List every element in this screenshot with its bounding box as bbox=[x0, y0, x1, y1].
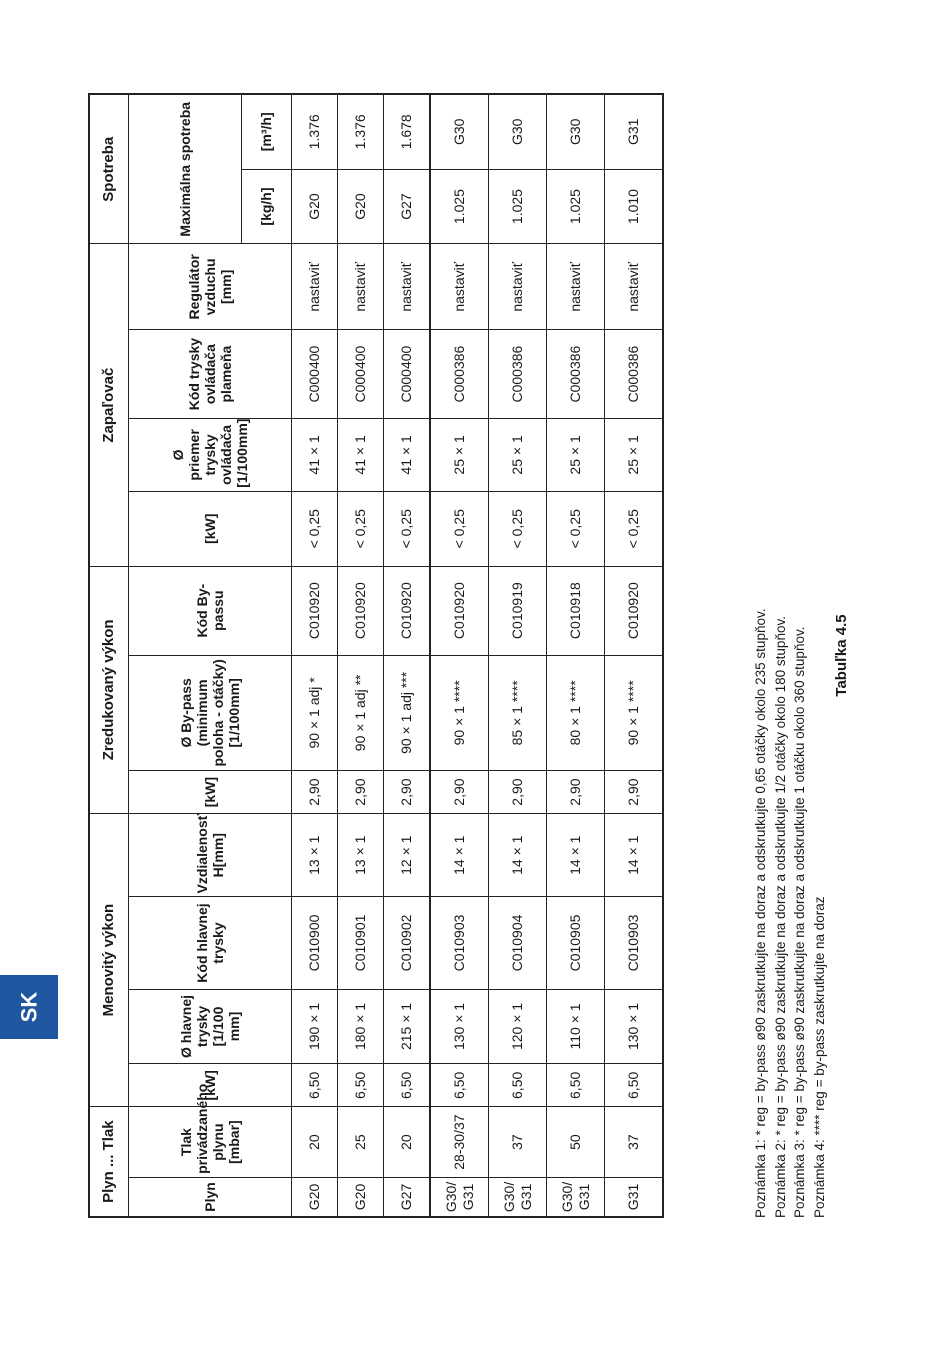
cell-kw1: 6,50 bbox=[605, 1064, 664, 1107]
cell-kgh: G27 bbox=[384, 169, 431, 244]
table-row bbox=[430, 94, 489, 1217]
cell-kod_hl: C010901 bbox=[338, 897, 384, 989]
header-regulator: Regulátor vzduchu [mm] bbox=[129, 244, 292, 330]
cell-kod_hl: C010903 bbox=[430, 897, 489, 989]
cell-vzd: 14 × 1 bbox=[430, 813, 489, 897]
cell-plyn: G27 bbox=[384, 1177, 431, 1217]
group-spotreba: Spotreba bbox=[89, 94, 129, 244]
group-zapalovac: Zapaľovač bbox=[89, 244, 129, 566]
header-priemer-hlavnej: Ø hlavnej trysky [1/100 mm] bbox=[129, 989, 292, 1064]
header-kod-ovladaca: Kód trysky ovládača plameňa bbox=[129, 330, 292, 419]
cell-bypass: 80 × 1 **** bbox=[547, 655, 605, 771]
cell-tlak: 20 bbox=[384, 1107, 431, 1178]
header-m3h: [m³/h] bbox=[242, 94, 292, 169]
cell-kod_bp: C010920 bbox=[292, 566, 338, 655]
cell-m3h: G31 bbox=[605, 94, 664, 169]
cell-bypass: 90 × 1 adj *** bbox=[384, 655, 431, 771]
cell-kgh: 1.025 bbox=[489, 169, 547, 244]
cell-ovl: 25 × 1 bbox=[605, 419, 664, 492]
cell-kod_ovl: C000400 bbox=[384, 330, 431, 419]
cell-kod_ovl: C000400 bbox=[292, 330, 338, 419]
cell-hlavna: 190 × 1 bbox=[292, 989, 338, 1064]
note-1: Poznámka 1: * reg = by-pass ø90 zaskrutkujte na doraz a odskrutkujte 0,65 otáčky okolo 235 stupňov. bbox=[753, 608, 768, 1218]
cell-tlak: 25 bbox=[338, 1107, 384, 1178]
cell-kgh: 1.010 bbox=[605, 169, 664, 244]
cell-m3h: G30 bbox=[547, 94, 605, 169]
group-plyn-tlak: Plyn ... Tlak bbox=[89, 1107, 129, 1217]
cell-tlak: 20 bbox=[292, 1107, 338, 1178]
group-menovity: Menovitý výkon bbox=[89, 813, 129, 1106]
cell-kod_ovl: C000386 bbox=[430, 330, 489, 419]
notes bbox=[751, 93, 829, 1218]
cell-m3h: 1.678 bbox=[384, 94, 431, 169]
cell-kw2: 2,90 bbox=[547, 771, 605, 814]
header-plyn: Plyn bbox=[129, 1177, 292, 1217]
cell-vzd: 12 × 1 bbox=[384, 813, 431, 897]
cell-kgh: G20 bbox=[292, 169, 338, 244]
cell-kod_bp: C010920 bbox=[605, 566, 664, 655]
cell-plyn: G20 bbox=[292, 1177, 338, 1217]
table-body bbox=[292, 94, 664, 1217]
header-tlak: Tlak privádzaného plynu [mbar] bbox=[129, 1107, 292, 1178]
cell-kw1: 6,50 bbox=[338, 1064, 384, 1107]
cell-tlak: 37 bbox=[605, 1107, 664, 1178]
header-kw1: [kW] bbox=[129, 1064, 292, 1107]
cell-bypass: 90 × 1 adj * bbox=[292, 655, 338, 771]
cell-kw3: < 0,25 bbox=[384, 491, 431, 566]
header-kgh: [kg/h] bbox=[242, 169, 292, 244]
cell-kw2: 2,90 bbox=[489, 771, 547, 814]
cell-kod_bp: C010920 bbox=[338, 566, 384, 655]
cell-hlavna: 130 × 1 bbox=[430, 989, 489, 1064]
cell-kod_hl: C010902 bbox=[384, 897, 431, 989]
cell-plyn: G30/ G31 bbox=[430, 1177, 489, 1217]
cell-kw3: < 0,25 bbox=[338, 491, 384, 566]
cell-tlak: 50 bbox=[547, 1107, 605, 1178]
nozzle-table bbox=[88, 93, 664, 1218]
cell-kw1: 6,50 bbox=[384, 1064, 431, 1107]
cell-hlavna: 215 × 1 bbox=[384, 989, 431, 1064]
cell-reg: nastaviť bbox=[384, 244, 431, 330]
cell-kod_hl: C010905 bbox=[547, 897, 605, 989]
header-kw3: [kW] bbox=[129, 491, 292, 566]
cell-vzd: 14 × 1 bbox=[489, 813, 547, 897]
cell-kgh: G20 bbox=[338, 169, 384, 244]
cell-kw3: < 0,25 bbox=[547, 491, 605, 566]
cell-bypass: 85 × 1 **** bbox=[489, 655, 547, 771]
table-row bbox=[338, 94, 384, 1217]
cell-kw1: 6,50 bbox=[292, 1064, 338, 1107]
header-vzdialenost: Vzdialenosť H[mm] bbox=[129, 813, 292, 897]
cell-hlavna: 120 × 1 bbox=[489, 989, 547, 1064]
cell-vzd: 13 × 1 bbox=[292, 813, 338, 897]
cell-ovl: 25 × 1 bbox=[430, 419, 489, 492]
cell-m3h: 1.376 bbox=[292, 94, 338, 169]
table-row bbox=[605, 94, 664, 1217]
cell-bypass: 90 × 1 adj ** bbox=[338, 655, 384, 771]
table-row bbox=[384, 94, 431, 1217]
note-4: Poznámka 4: **** reg = by-pass zaskrutkujte na doraz bbox=[811, 896, 827, 1218]
cell-vzd: 13 × 1 bbox=[338, 813, 384, 897]
cell-ovl: 41 × 1 bbox=[292, 419, 338, 492]
language-tab bbox=[0, 975, 58, 1039]
cell-reg: nastaviť bbox=[292, 244, 338, 330]
cell-reg: nastaviť bbox=[489, 244, 547, 330]
cell-kod_hl: C010904 bbox=[489, 897, 547, 989]
cell-kod_ovl: C000386 bbox=[489, 330, 547, 419]
cell-kgh: 1.025 bbox=[547, 169, 605, 244]
cell-kod_bp: C010918 bbox=[547, 566, 605, 655]
language-tab-label: SK bbox=[16, 991, 41, 1023]
header-kod-bypass: Kód By-passu bbox=[129, 566, 292, 655]
note-2: Poznámka 2: * reg = by-pass ø90 zaskrutkujte na doraz a odskrutkujte 1/2 otáčky okolo 180 stupňov. bbox=[772, 616, 788, 1218]
header-kw2: [kW] bbox=[129, 771, 292, 814]
cell-plyn: G30/ G31 bbox=[489, 1177, 547, 1217]
cell-kod_bp: C010920 bbox=[430, 566, 489, 655]
cell-m3h: G30 bbox=[489, 94, 547, 169]
cell-plyn: G20 bbox=[338, 1177, 384, 1217]
cell-plyn: G30/ G31 bbox=[547, 1177, 605, 1217]
cell-m3h: G30 bbox=[430, 94, 489, 169]
cell-kgh: 1.025 bbox=[430, 169, 489, 244]
cell-kw2: 2,90 bbox=[292, 771, 338, 814]
cell-kw1: 6,50 bbox=[430, 1064, 489, 1107]
rotated-page-content bbox=[88, 93, 850, 1218]
cell-kod_ovl: C000400 bbox=[338, 330, 384, 419]
cell-kod_bp: C010920 bbox=[384, 566, 431, 655]
cell-bypass: 90 × 1 **** bbox=[430, 655, 489, 771]
group-zredukovany: Zredukovaný výkon bbox=[89, 566, 129, 813]
cell-kod_hl: C010900 bbox=[292, 897, 338, 989]
cell-kw3: < 0,25 bbox=[605, 491, 664, 566]
cell-plyn: G31 bbox=[605, 1177, 664, 1217]
cell-kw1: 6,50 bbox=[489, 1064, 547, 1107]
header-priemer-ovladaca: Ø priemer trysky ovládača [1/100mm] bbox=[129, 419, 292, 492]
cell-hlavna: 110 × 1 bbox=[547, 989, 605, 1064]
cell-bypass: 90 × 1 **** bbox=[605, 655, 664, 771]
table-row bbox=[489, 94, 547, 1217]
cell-kw2: 2,90 bbox=[384, 771, 431, 814]
note-3: Poznámka 3: * reg = by-pass ø90 zaskrutkujte na doraz a odskrutkujte 1 otáčku okolo 360 stupňov. bbox=[792, 626, 807, 1218]
cell-kw3: < 0,25 bbox=[292, 491, 338, 566]
cell-reg: nastaviť bbox=[605, 244, 664, 330]
cell-ovl: 41 × 1 bbox=[338, 419, 384, 492]
cell-vzd: 14 × 1 bbox=[547, 813, 605, 897]
cell-hlavna: 130 × 1 bbox=[605, 989, 664, 1064]
cell-tlak: 28-30/37 bbox=[430, 1107, 489, 1178]
cell-kod_bp: C010919 bbox=[489, 566, 547, 655]
cell-vzd: 14 × 1 bbox=[605, 813, 664, 897]
cell-kod_ovl: C000386 bbox=[547, 330, 605, 419]
cell-hlavna: 180 × 1 bbox=[338, 989, 384, 1064]
cell-kw3: < 0,25 bbox=[489, 491, 547, 566]
header-max-spotreba: Maximálna spotreba bbox=[129, 94, 242, 244]
cell-tlak: 37 bbox=[489, 1107, 547, 1178]
cell-kw1: 6,50 bbox=[547, 1064, 605, 1107]
table-row bbox=[547, 94, 605, 1217]
cell-reg: nastaviť bbox=[430, 244, 489, 330]
cell-kod_hl: C010903 bbox=[605, 897, 664, 989]
cell-reg: nastaviť bbox=[338, 244, 384, 330]
cell-kw3: < 0,25 bbox=[430, 491, 489, 566]
cell-ovl: 25 × 1 bbox=[547, 419, 605, 492]
cell-kw2: 2,90 bbox=[338, 771, 384, 814]
cell-kod_ovl: C000386 bbox=[605, 330, 664, 419]
table-row bbox=[292, 94, 338, 1217]
header-bypass: Ø By-pass (minimum poloha - otáčky) [1/100mm] bbox=[129, 655, 292, 771]
cell-reg: nastaviť bbox=[547, 244, 605, 330]
cell-kw2: 2,90 bbox=[605, 771, 664, 814]
cell-ovl: 25 × 1 bbox=[489, 419, 547, 492]
table-caption: Tabuľka 4.5 bbox=[833, 614, 850, 697]
cell-ovl: 41 × 1 bbox=[384, 419, 431, 492]
cell-kw2: 2,90 bbox=[430, 771, 489, 814]
cell-m3h: 1.376 bbox=[338, 94, 384, 169]
header-kod-hlavnej: Kód hlavnej trysky bbox=[129, 897, 292, 989]
